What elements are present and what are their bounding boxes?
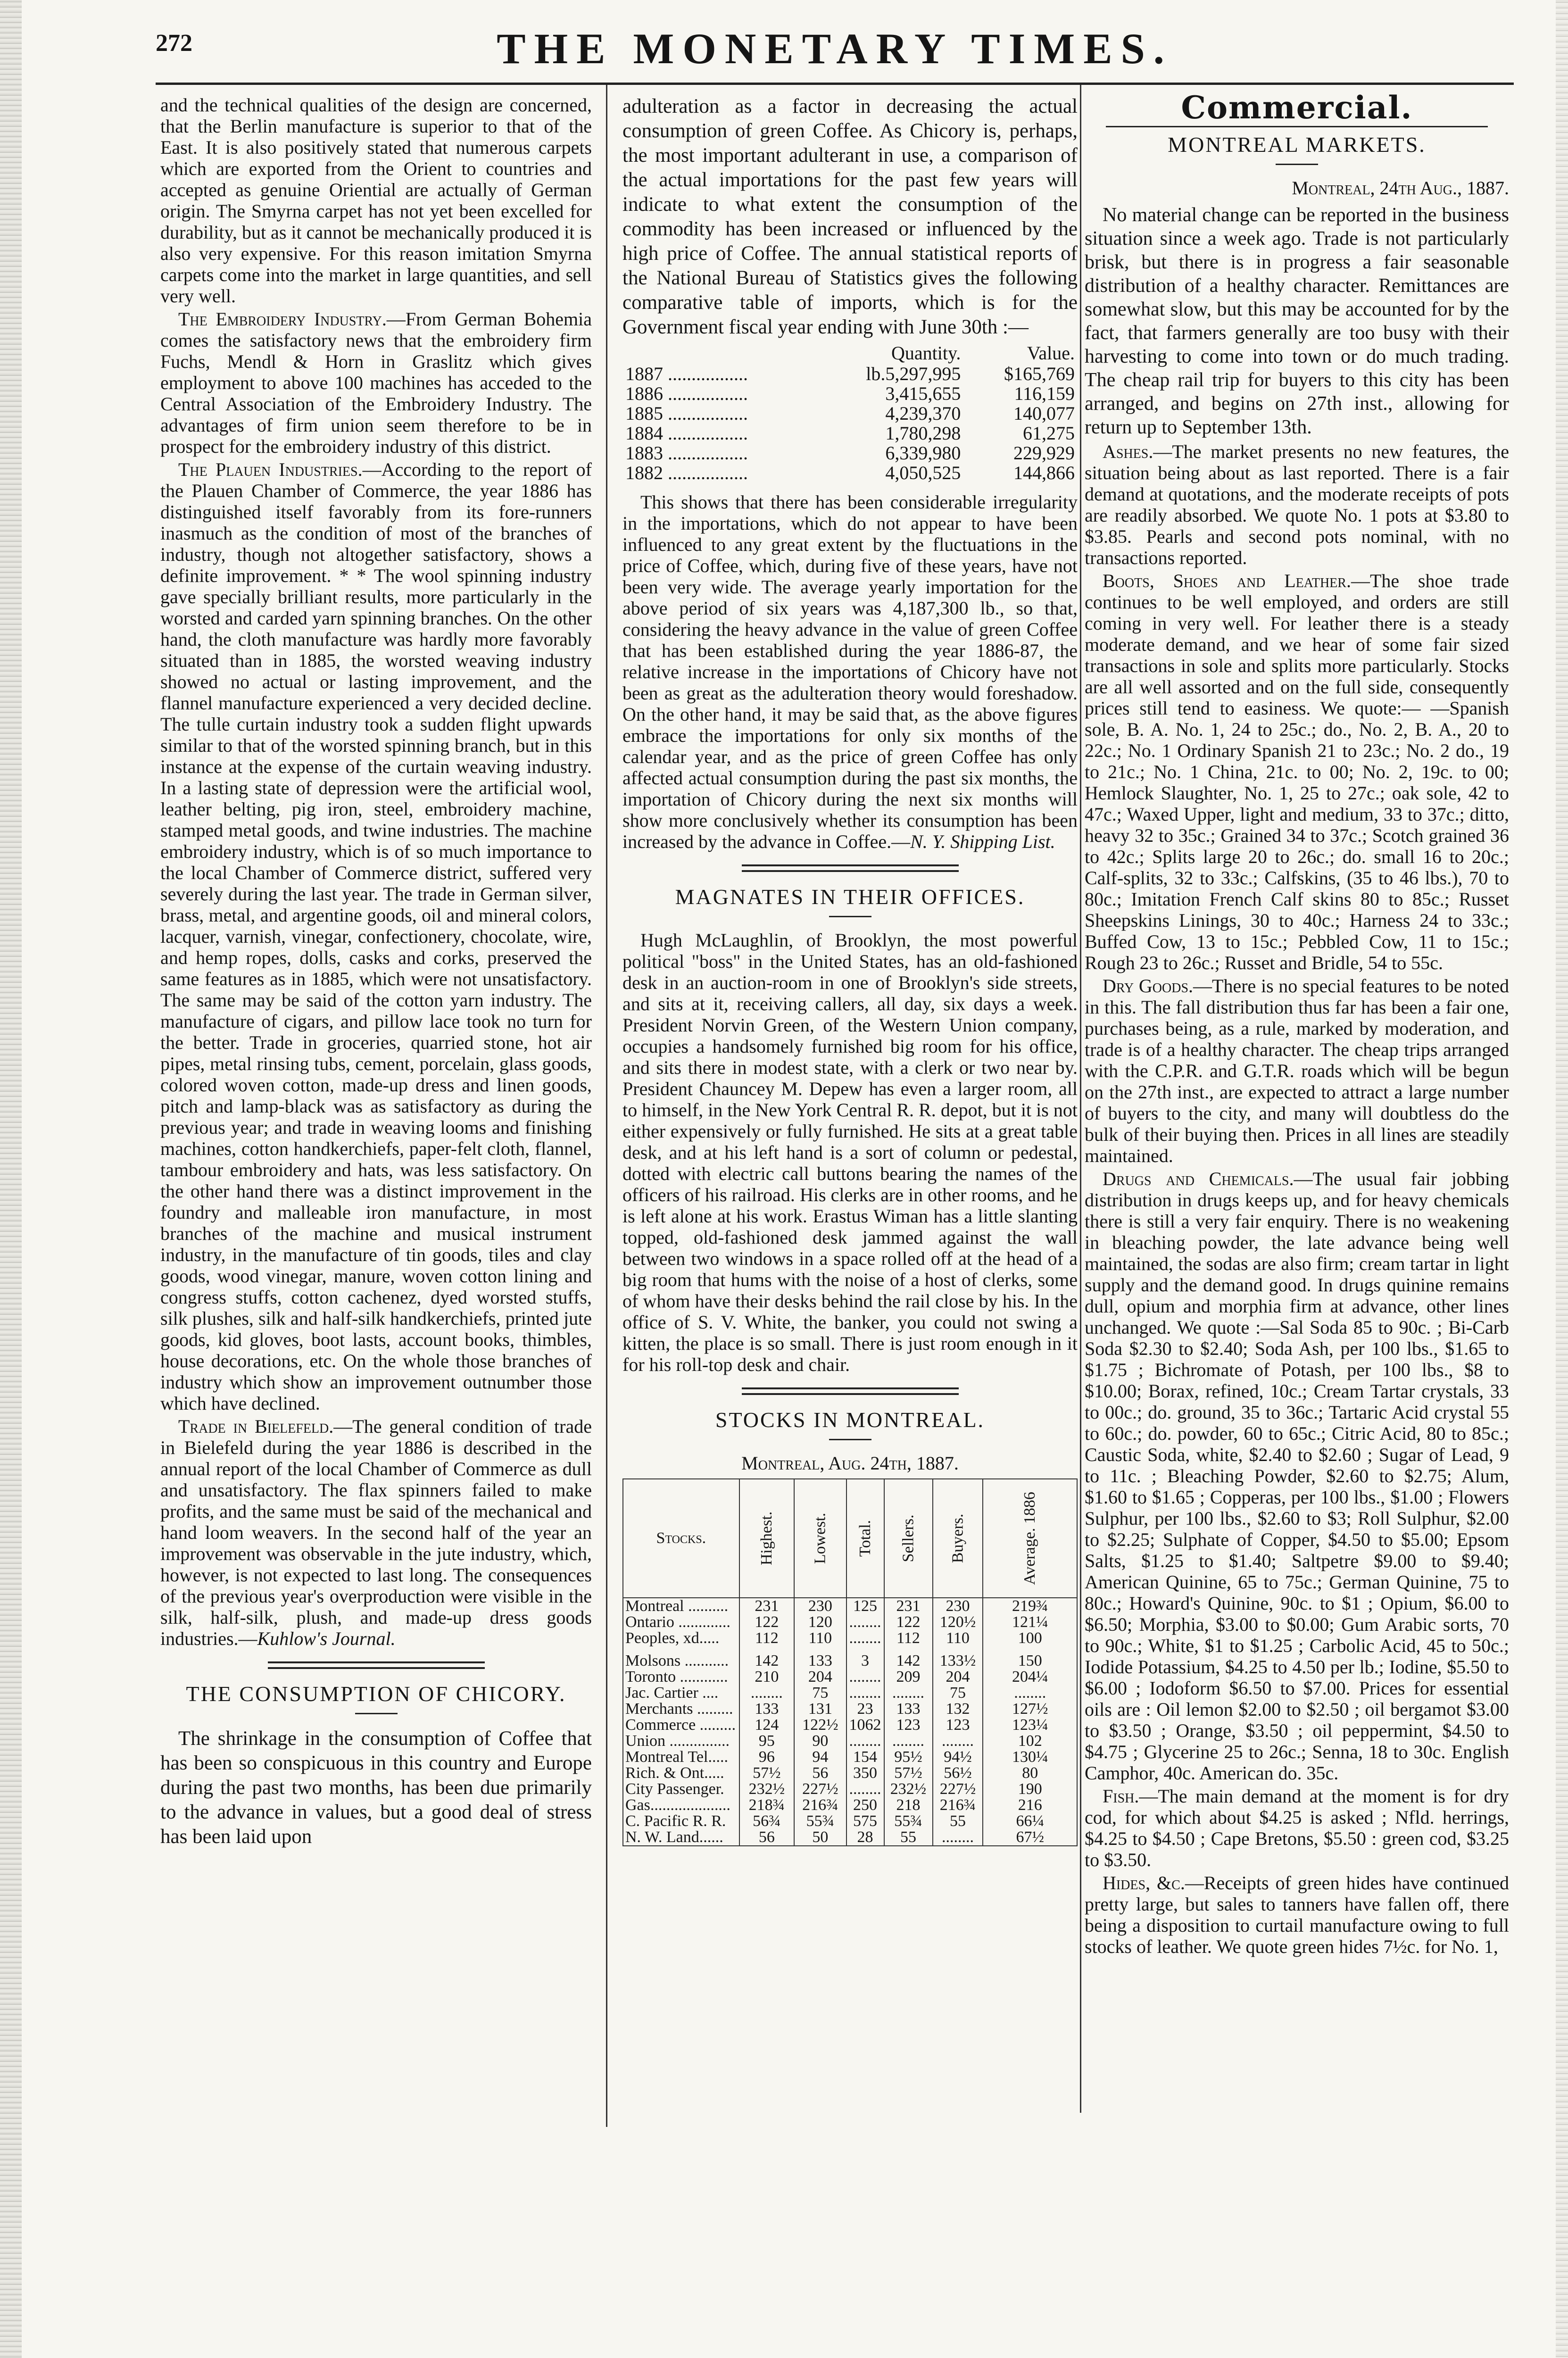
- stock-value: 75: [794, 1685, 846, 1701]
- section-divider: [268, 1661, 485, 1669]
- stock-value: 204: [933, 1669, 983, 1685]
- chicory-source: N. Y. Shipping List.: [910, 831, 1055, 852]
- stocks-header-name: Stocks.: [623, 1479, 739, 1598]
- stock-value: 230: [794, 1598, 846, 1614]
- stock-value: 57½: [739, 1765, 794, 1781]
- stock-value: 210: [739, 1669, 794, 1685]
- stocks-row: [623, 1701, 1077, 1717]
- stock-value: 216¾: [794, 1797, 846, 1813]
- stock-value: ........: [846, 1630, 884, 1646]
- imports-row: 1883 ................. 6,339,980 229,929: [625, 442, 1075, 464]
- stock-name: Rich. & Ont.....: [623, 1765, 739, 1781]
- stock-value: ........: [884, 1733, 933, 1749]
- bielefeld-text: —The general condition of trade in Bielefeld during the year 1886 is described in the annual report of the local Chamber of Commerce as dull and unsatisfactory. The flax spinners failed to make profits, and the same must be said of the mechanical and hand loom weavers. In the second half of the year an improvement was observable in the jute industry, which, however, is not expected to last long. The consequences of the previous year's overproduction were visible in the silk, half-silk, plush, and made-up dress goods industries.—: [160, 1416, 592, 1649]
- stocks-row: [623, 1614, 1077, 1630]
- stocks-row: [623, 1630, 1077, 1646]
- stock-value: ........: [933, 1829, 983, 1846]
- stock-name: C. Pacific R. R.: [623, 1813, 739, 1829]
- magnates-title: MAGNATES IN THEIR OFFICES.: [675, 885, 1025, 909]
- stock-name: Merchants .........: [623, 1701, 739, 1717]
- stock-value: 23: [846, 1701, 884, 1717]
- stock-name: Peoples, xd.....: [623, 1630, 739, 1646]
- title-rule: [1276, 164, 1318, 165]
- stock-value: ........: [739, 1685, 794, 1701]
- stock-name: Molsons ...........: [623, 1653, 739, 1669]
- section-divider: [742, 864, 959, 872]
- stock-name: Commerce .........: [623, 1717, 739, 1733]
- stock-value: 127½: [983, 1701, 1077, 1717]
- stock-value: ........: [846, 1781, 884, 1797]
- chicory-analysis: This shows that there has been considerable irregularity in the importations, which do not appear to have been influenced to any great extent by the fluctuations in the price of Coffee, which, during five of these years, have not been very wide. The average yearly importation for the above period of six years was 4,187,300 lb., so that, considering the heavy advance in the value of green Coffee that has been established during the year 1886-87, the relative increase in the importations of Chicory have not been as great as the adulteration theory would foreshadow. On the other hand, it may be said that, as the above figures embrace the importations for only six months of the calendar year, and as the price of green Coffee has only affected actual consumption during the past six months, the importation of Chicory during the next six months will show more conclusively whether its consumption has been increased by the advance in Coffee.—N. Y. Shipping List.: [622, 491, 1078, 852]
- stock-value: 142: [739, 1653, 794, 1669]
- stock-name: Jac. Cartier ....: [623, 1685, 739, 1701]
- stocks-body: [623, 1598, 1077, 1846]
- drugs-paragraph: Drugs and Chemicals.—The usual fair jobbing distribution in drugs keeps up, and for heavy chemicals there is still a very fair enquiry. There is no weakening in bleaching powder, the late advance being well maintained, the sodas are also firm; cream tartar in light supply and the demand good. In drugs quinine remains dull, opium and morphia firm at advance, other lines unchanged. We quote :—Sal Soda 85 to 90c. ; Bi-Carb Soda $2.30 to $2.40; Soda Ash, per 100 lbs., $1.65 to $1.75 ; Bichromate of Potash, per 100 lbs., $8 to $10.00; Borax, refined, 10c.; Cream Tartar crystals, 33 to 00c.; do. ground, 35 to 36c.; Tartaric Acid crystal 55 to 60c.; do. powder, 60 to 65c.; Citric Acid, 80 to 85c.; Caustic Soda, white, $2.40 to $2.60 ; Sugar of Lead, 9 to 11c. ; Bleaching Powder, $2.60 to $2.75; Alum, $1.60 to $1.65 ; Copperas, per 100 lbs., $1.00 ; Flowers Sulphur, per 100 lbs., $2.60 to $3; Roll Sulphur, $2.00 to $2.25; Sulphate of Copper, $4.50 to $5.00; Epsom Salts, $1.25 to $1.40; Saltpetre $9.00 to $9.40; American Quinine, 65 to 75c.; German Quinine, 75 to 80c.; Howard's Quinine, 90c. to $1 ; Opium, $6.00 to $6.50; Morphia, $3.00 to $0.00; Gum Arabic sorts, 70 to 90c.; White, $1 to $1.25 ; Carbolic Acid, 45 to 50c.; Iodide Potassium, $4.25 to 4.50 per lb.; Iodine, $5.50 to $6.00 ; Iodoform $6.50 to $7.00. Prices for essential oils are : Oil lemon $2.00 to $2.50 ; oil bergamot $3.00 to $3.50 ; Orange, $3.50 ; oil peppermint, $4.50 to $4.75 ; Glycerine 25 to 26c.; Senna, 18 to 30c. English Camphor, 40c. American do. 35c.: [1085, 1168, 1509, 1784]
- stock-value: 230: [933, 1598, 983, 1614]
- stock-value: 55¾: [794, 1813, 846, 1829]
- imports-row: 1882 ................. 4,050,525 144,866: [625, 462, 1075, 483]
- markets-title: MONTREAL MARKETS.: [1168, 133, 1426, 157]
- stocks-row: [623, 1749, 1077, 1765]
- stock-value: ........: [846, 1614, 884, 1630]
- stock-value: 232½: [884, 1781, 933, 1797]
- stocks-date: Montreal, Aug. 24th, 1887.: [741, 1453, 959, 1474]
- stock-value: 67½: [983, 1829, 1077, 1846]
- stocks-row: [623, 1598, 1077, 1614]
- stock-value: 50: [794, 1829, 846, 1846]
- stock-value: 122: [884, 1614, 933, 1630]
- title-rule: [829, 1439, 871, 1440]
- stock-value: 575: [846, 1813, 884, 1829]
- stocks-header-total: Total.: [846, 1479, 884, 1598]
- stock-value: 227½: [933, 1781, 983, 1797]
- stock-value: 56: [794, 1765, 846, 1781]
- stock-name: Toronto ............: [623, 1669, 739, 1685]
- stock-value: 100: [983, 1630, 1077, 1646]
- stock-value: 231: [739, 1598, 794, 1614]
- stocks-row: [623, 1685, 1077, 1701]
- stock-value: 55¾: [884, 1813, 933, 1829]
- boots-paragraph: Boots, Shoes and Leather.—The shoe trade continues to be well employed, and orders are still coming in very well. For leather there is a steady moderate demand, and we hear of some fair sized transactions in sole and splits more particularly. Stocks are all well assorted and on the full side, consequently prices still tend to easiness. We quote:— —Spanish sole, B. A. No. 1, 24 to 25c.; do., No. 2, B. A., 20 to 22c.; No. 1 Ordinary Spanish 21 to 23c.; No. 2 do., 19 to 21c.; No. 1 China, 21c. to 00; No. 2, 19c. to 00; Hemlock Slaughter, No. 1, 25 to 27c.; oak sole, 42 to 47c.; Waxed Upper, light and medium, 33 to 37c.; ditto, heavy 32 to 35c.; Grained 34 to 37c.; Scotch grained 36 to 42c.; Splits large 20 to 26c.; do. small 16 to 20c.; Calf-splits, 32 to 33c.; Calfskins, (35 to 46 lbs.), 70 to 80c.; Imitation French Calf skins 80 to 85c.; Russet Sheepskins Linings, 30 to 40c.; Harness 24 to 33c.; Buffed Cow, 13 to 15c.; Pebbled Cow, 11 to 15c.; Rough 23 to 26c.; Russet and Bridle, 54 to 55c.: [1085, 570, 1509, 973]
- stock-value: ........: [933, 1733, 983, 1749]
- stocks-row: [623, 1765, 1077, 1781]
- stock-value: 123¼: [983, 1717, 1077, 1733]
- stocks-row: [623, 1653, 1077, 1669]
- stock-value: 94: [794, 1749, 846, 1765]
- stock-value: 1062: [846, 1717, 884, 1733]
- stock-value: 133: [739, 1701, 794, 1717]
- imports-row: 1887 ................. lb.5,297,995 $165,769: [625, 363, 1075, 384]
- stock-value: 216: [983, 1797, 1077, 1813]
- stocks-row: [623, 1717, 1077, 1733]
- stock-value: 218¾: [739, 1797, 794, 1813]
- column-rule-1: [606, 85, 607, 2127]
- column-rule-2: [1080, 85, 1081, 2113]
- stock-value: 125: [846, 1598, 884, 1614]
- stock-name: Gas....................: [623, 1797, 739, 1813]
- stock-value: 90: [794, 1733, 846, 1749]
- stock-value: 95½: [884, 1749, 933, 1765]
- column-2: [622, 94, 1078, 1846]
- stock-value: 250: [846, 1797, 884, 1813]
- stock-value: 56: [739, 1829, 794, 1846]
- imports-row: 1884 ................. 1,780,298 61,275: [625, 423, 1075, 444]
- stocks-row: [623, 1797, 1077, 1813]
- page-edge-right: [1556, 0, 1568, 2358]
- chicory-title: THE CONSUMPTION OF CHICORY.: [186, 1682, 566, 1706]
- stock-value: 123: [884, 1717, 933, 1733]
- markets-dateline: Montreal, 24th Aug., 1887.: [1292, 177, 1509, 199]
- stock-value: 96: [739, 1749, 794, 1765]
- stock-value: 122½: [794, 1717, 846, 1733]
- page-edge-left: [0, 0, 22, 2358]
- embroidery-text: —From German Bohemia comes the satisfactory news that the embroidery firm Fuchs, Mendl & Horn in Graslitz which gives employment to above 100 machines has acceded to the Central Association of the Embroidery Industry. The advantages of firm union seem therefore to be in prospect for the embroidery industry of this district.: [160, 308, 592, 457]
- stock-value: 204¼: [983, 1669, 1077, 1685]
- chicory-imports-table: [622, 343, 1078, 483]
- bielefeld-heading: Trade in Bielefeld.: [178, 1416, 334, 1437]
- stock-value: 122: [739, 1614, 794, 1630]
- stock-value: 75: [933, 1685, 983, 1701]
- stock-value: 216¾: [933, 1797, 983, 1813]
- stock-value: 120: [794, 1614, 846, 1630]
- stock-name: Montreal Tel.....: [623, 1749, 739, 1765]
- stock-value: 3: [846, 1653, 884, 1669]
- section-divider: [742, 1387, 959, 1395]
- stock-value: 219¾: [983, 1598, 1077, 1614]
- stock-value: 231: [884, 1598, 933, 1614]
- imports-header-value: Value.: [1027, 342, 1075, 364]
- stock-value: 132: [933, 1701, 983, 1717]
- imports-row: 1886 ................. 3,415,655 116,159: [625, 383, 1075, 404]
- stock-value: 80: [983, 1765, 1077, 1781]
- stock-value: 57½: [884, 1765, 933, 1781]
- stock-value: 123: [933, 1717, 983, 1733]
- stock-value: 190: [983, 1781, 1077, 1797]
- plauen-text: —According to the report of the Plauen Chamber of Commerce, the year 1886 has distinguished itself favorably from its fore-runners inasmuch as the condition of most of the branches of industry, though not altogether satisfactory, shows a definite improvement. * * The wool spinning industry gave specially brilliant results, more particularly in the worsted and carded yarn spinning branches. On the other hand, the cloth manufacture was hardly more favorably situated than in 1885, the worsted weaving industry showed no actual or lasting improvement, and the flannel manufacture experienced a very decided decline. The tulle curtain industry took a sudden flight upwards similar to that of the worsted spinning branch, but in this instance at the expense of the curtain weaving industry. In a lasting state of depression were the artificial wool, leather belting, pig iron, steel, embroidery machine, stamped metal goods, and twine industries. The machine embroidery industry, which is of so much importance to the local Chamber of Commerce district, suffered very severely during the last year. The trade in German silver, brass, metal, and argentine goods, oil and mineral colors, lacquer, varnish, vinegar, confectionery, chocolate, wire, and hemp ropes, dolls, casks and corks, preserved the same features as in 1885, which were not unsatisfactory. The same may be said of the cotton yarn industry. The manufacture of cigars, and pillow lace took no turn for the better. Trade in groceries, quarried stone, hot air pipes, metal rinsing tubs, cement, porcelain, glass goods, colored woven cotton, made-up dress and linen goods, pitch and lamp-black was as satisfactory as during the previous year; and trade in weaving looms and finishing machines, cotton handkerchiefs, paper-felt cloth, flannel, tambour embroidery and hats, was less satisfactory. On the other hand there was a distinct improvement in the foundry and malleable iron manufacture, in most branches of the machine and musical instrument industry, in the manufacture of tin goods, tiles and clay goods, wood vinegar, manure, woven cotton lining and congress stuffs, cotton cachenez, dyed worsted stuffs, silk plushes, silk and half-silk handkerchiefs, printed jute goods, kid gloves, boot lasts, account books, thimbles, house decorations, etc. On the whole those branches of industry which show an improvement outnumber those which have declined.: [160, 459, 592, 1414]
- stocks-header-lowest: Lowest.: [794, 1479, 846, 1598]
- stock-name: Montreal ..........: [623, 1598, 739, 1614]
- embroidery-paragraph: [160, 308, 592, 457]
- stock-value: ........: [884, 1685, 933, 1701]
- stock-value: 110: [794, 1630, 846, 1646]
- stock-value: 94½: [933, 1749, 983, 1765]
- stocks-row: [623, 1669, 1077, 1685]
- fish-paragraph: Fish.—The main demand at the moment is for dry cod, for which about $4.25 is asked ; Nfld. herrings, $4.25 to $4.50 ; Cape Bretons, $5.50 : green cod, $3.25 to $3.50.: [1085, 1785, 1509, 1870]
- stock-value: 209: [884, 1669, 933, 1685]
- hides-paragraph: Hides, &c.—Receipts of green hides have continued pretty large, but sales to tanners have fallen off, there being a disposition to curtail manufacture owing to full stocks of leather. We quote green hides 7½c. for No. 1,: [1085, 1872, 1509, 1957]
- title-rule: [829, 916, 871, 917]
- stock-value: 150: [983, 1653, 1077, 1669]
- title-rule: [355, 1713, 398, 1714]
- stock-name: City Passenger.: [623, 1781, 739, 1797]
- stock-value: ........: [846, 1733, 884, 1749]
- stock-value: 232½: [739, 1781, 794, 1797]
- stocks-header-highest: Highest.: [739, 1479, 794, 1598]
- stock-value: 110: [933, 1630, 983, 1646]
- stock-name: Ontario .............: [623, 1614, 739, 1630]
- ashes-paragraph: Ashes.—The market presents no new features, the situation being about as last reported. There is a fair demand at quotations, and the moderate receipts of pots are readily absorbed. We quote No. 1 pots at $3.80 to $3.85. Pearls and second pots nominal, with no transactions reported.: [1085, 441, 1509, 568]
- chicory-continued: adulteration as a factor in decreasing the actual consumption of green Coffee. As Chicory is, perhaps, the most important adulterant in use, a comparison of the actual importations for the past few years will indicate to what extent the consumption of the commodity has been increased or influenced by the high price of Coffee. The annual statistical reports of the National Bureau of Statistics gives the following comparative table of imports, which is for the Government fiscal year ending with June 30th :—: [622, 95, 1078, 338]
- stock-value: 204: [794, 1669, 846, 1685]
- masthead: THE MONETARY TIMES.: [497, 25, 1173, 73]
- stock-value: 55: [933, 1813, 983, 1829]
- stock-name: N. W. Land......: [623, 1829, 739, 1846]
- header-rule: [156, 83, 1514, 85]
- stock-value: 133: [884, 1701, 933, 1717]
- stocks-header-average: Average. 1886: [983, 1479, 1077, 1598]
- stock-value: 350: [846, 1765, 884, 1781]
- stocks-title: STOCKS IN MONTREAL.: [715, 1408, 985, 1432]
- stocks-row: [623, 1733, 1077, 1749]
- stocks-header-buyers: Buyers.: [933, 1479, 983, 1598]
- stocks-row: [623, 1829, 1077, 1846]
- imports-row: 1885 ................. 4,239,370 140,077: [625, 403, 1075, 424]
- page-number: 272: [156, 30, 192, 57]
- stocks-header-sellers: Sellers.: [884, 1479, 933, 1598]
- stock-value: 66¼: [983, 1813, 1077, 1829]
- markets-intro: No material change can be reported in the business situation since a week ago. Trade is not particularly brisk, but there is in progress a fair seasonable distribution of a healthy character. Remittances are somewhat slow, but this may be accounted for by the fact, that farmers generally are too busy with their harvesting to come into town or do much trading. The cheap rail trip for buyers to this city has been arranged, and begins on 27th inst., allowing for return up to September 13th.: [1085, 204, 1509, 438]
- stock-value: 112: [884, 1630, 933, 1646]
- stock-value: 131: [794, 1701, 846, 1717]
- stock-value: 124: [739, 1717, 794, 1733]
- commercial-rule: [1106, 126, 1488, 127]
- stocks-row: [623, 1781, 1077, 1797]
- dry-goods-paragraph: Dry Goods.—There is no special features to be noted in this. The fall distribution thus far has been a fair one, purchases being, as a rule, marked by moderation, and trade is of a healthy character. The cheap trips arranged with the C.P.R. and G.T.R. roads which will be begun on the 27th inst., are expected to attract a large number of buyers to the city, and many will doubtless do the bulk of their buying then. Prices in all lines are steadily maintained.: [1085, 975, 1510, 1166]
- stock-value: 227½: [794, 1781, 846, 1797]
- stock-value: 154: [846, 1749, 884, 1765]
- imports-header-year: [622, 343, 814, 364]
- stock-name: Union ...............: [623, 1733, 739, 1749]
- stock-value: ........: [846, 1669, 884, 1685]
- stock-value: 56½: [933, 1765, 983, 1781]
- stock-value: 142: [884, 1653, 933, 1669]
- stock-value: 133½: [933, 1653, 983, 1669]
- stock-value: 95: [739, 1733, 794, 1749]
- stocks-row: [623, 1813, 1077, 1829]
- stock-value: 130¼: [983, 1749, 1077, 1765]
- chicory-paragraph: The shrinkage in the consumption of Coffee that has been so conspicuous in this country and Europe during the past two months, has been due primarily to the advance in values, but a good deal of stress has been laid upon: [160, 1727, 592, 1848]
- embroidery-heading: The Embroidery Industry.: [178, 308, 387, 330]
- stock-value: ........: [983, 1685, 1077, 1701]
- carpets-paragraph: and the technical qualities of the design are concerned, that the Berlin manufacture is superior to that of the East. It is also positively stated that numerous carpets which are exported from the Orient to countries and accepted as genuine Oriential are actually of German origin. The Smyrna carpet has not yet been excelled for durability, but as it cannot be mechanically produced it is also very expensive. For this reason imitation Smyrna carpets come into the market in large quantities, and sell very well.: [160, 94, 592, 307]
- stock-value: 121¼: [983, 1614, 1077, 1630]
- plauen-heading: The Plauen Industries.: [178, 459, 363, 480]
- column-1: [160, 94, 592, 1851]
- magnates-paragraph: Hugh McLaughlin, of Brooklyn, the most powerful political "boss" in the United States, has an old-fashioned desk in an auction-room in one of Brooklyn's side streets, and sits at it, receiving callers, all day, six days a week. President Norvin Green, of the Western Union company, occupies a handsomely furnished big room for his office, and sits there in modest state, with a clerk or two near by. President Chauncey M. Depew has even a larger room, all to himself, in the New York Central R. R. depot, but it is not either expensively or fully furnished. He sits at a great table desk, and at his left hand is a sort of column or pedestal, dotted with electric call buttons bearing the names of the officers of his railroad. His clerks are in other rooms, and he is left alone at his work. Erastus Wiman has a little slanting topped, old-fashioned desk jammed against the wall between two windows in a space rolled off at the head of a big room that hums with the noise of a host of clerks, some of whom have their desks behind the rail close by his. In the office of S. V. White, the banker, you could not swing a kitten, the place is so small. There is just room enough in it for his roll-top desk and chair.: [622, 930, 1078, 1375]
- stock-value: 112: [739, 1630, 794, 1646]
- bielefeld-source: Kuhlow's Journal.: [257, 1628, 396, 1649]
- stock-value: 55: [884, 1829, 933, 1846]
- stocks-table: [622, 1478, 1078, 1846]
- imports-header-quantity: Quantity.: [891, 342, 961, 364]
- stock-value: 133: [794, 1653, 846, 1669]
- stock-value: 218: [884, 1797, 933, 1813]
- stock-value: ........: [846, 1685, 884, 1701]
- bielefeld-paragraph: [160, 1416, 592, 1649]
- column-3: [1085, 89, 1510, 1959]
- stock-value: 28: [846, 1829, 884, 1846]
- stock-value: 102: [983, 1733, 1077, 1749]
- commercial-heading: Commercial.: [1181, 89, 1413, 126]
- stock-value: 120½: [933, 1614, 983, 1630]
- stock-value: 56¾: [739, 1813, 794, 1829]
- plauen-paragraph: [160, 459, 592, 1414]
